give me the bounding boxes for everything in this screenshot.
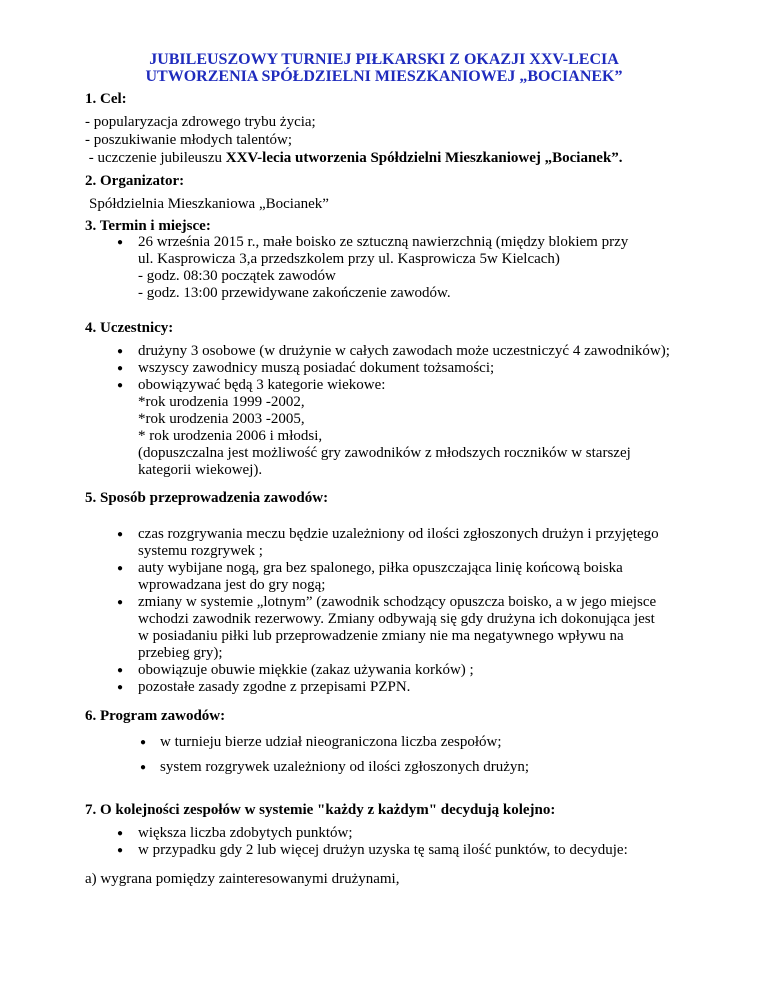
s5-line: systemu rozgrywek ; — [138, 543, 263, 559]
s5-line: obowiązuje obuwie miękkie (zakaz używania korków) ; — [138, 662, 474, 678]
s5-line: czas rozgrywania meczu będzie uzależniony od ilości zgłoszonych drużyn i przyjętego — [138, 526, 659, 542]
s5-line: wprowadzana jest do gry nogą; — [138, 577, 326, 593]
bullet-icon: ● — [117, 845, 124, 856]
document-title-line-2: UTWORZENIA SPÓŁDZIELNI MIESZKANIOWEJ „BOCIANEK” — [145, 68, 623, 85]
s7-item: większa liczba zdobytych punktów; — [138, 825, 353, 841]
bullet-icon: ● — [117, 597, 124, 608]
s3-line: - godz. 08:30 początek zawodów — [138, 268, 336, 284]
section-2-heading: 2. Organizator: — [85, 173, 185, 189]
s6-item: system rozgrywek uzależniony od ilości zgłoszonych drużyn; — [160, 759, 530, 775]
bullet-icon: ● — [140, 762, 147, 773]
document-title-line-1: JUBILEUSZOWY TURNIEJ PIŁKARSKI Z OKAZJI XXV-LECIA — [149, 51, 619, 68]
section-1-heading: 1. Cel: — [85, 91, 127, 107]
s3-line: ul. Kasprowicza 3,a przedszkolem przy ul. Kasprowicza 5w Kielcach) — [138, 251, 560, 267]
bullet-icon: ● — [117, 682, 124, 693]
section-5-heading: 5. Sposób przeprowadzenia zawodów: — [85, 490, 329, 506]
organizer-name: Spółdzielnia Mieszkaniowa „Bocianek” — [89, 196, 329, 212]
s4-line: *rok urodzenia 2003 -2005, — [138, 411, 305, 427]
s5-line: auty wybijane nogą, gra bez spalonego, piłka opuszczająca linię końcową boiska — [138, 560, 623, 576]
section-6-heading: 6. Program zawodów: — [85, 708, 226, 724]
bullet-icon: ● — [117, 237, 124, 248]
s7-sub-item: a) wygrana pomiędzy zainteresowanymi drużynami, — [85, 871, 400, 887]
s4-line: (dopuszczalna jest możliwość gry zawodników z młodszych roczników w starszej — [138, 445, 631, 461]
s6-item: w turnieju bierze udział nieograniczona liczba zespołów; — [160, 734, 502, 750]
s1-item-text: - uczczenie jubileuszu — [85, 150, 226, 166]
bullet-icon: ● — [117, 363, 124, 374]
bullet-icon: ● — [140, 737, 147, 748]
s1-bold-tail: XXV-lecia utworzenia Spółdzielni Mieszkaniowej „Bocianek”. — [225, 150, 623, 166]
s4-line: *rok urodzenia 1999 -2002, — [138, 394, 305, 410]
s5-line: pozostałe zasady zgodne z przepisami PZPN. — [138, 679, 411, 695]
s4-line: drużyny 3 osobowe (w drużynie w całych zawodach może uczestniczyć 4 zawodników); — [138, 343, 670, 359]
s5-line: w posiadaniu piłki lub przeprowadzenie zmiany nie ma negatywnego wpływu na — [138, 628, 624, 644]
s1-item: - popularyzacja zdrowego trybu życia; — [85, 114, 316, 130]
s5-line: przebieg gry); — [138, 645, 223, 661]
s4-line: wszyscy zawodnicy muszą posiadać dokument tożsamości; — [138, 360, 495, 376]
section-7-heading: 7. O kolejności zespołów w systemie "każdy z każdym" decydują kolejno: — [85, 802, 556, 818]
s5-line: zmiany w systemie „lotnym” (zawodnik schodzący opuszcza boisko, a w jego miejsce — [138, 594, 657, 610]
section-3-heading: 3. Termin i miejsce: — [85, 218, 211, 234]
bullet-icon: ● — [117, 380, 124, 391]
bullet-icon: ● — [117, 828, 124, 839]
s1-item: - poszukiwanie młodych talentów; — [85, 132, 293, 148]
s5-line: wchodzi zawodnik rezerwowy. Zmiany odbywają się gdy drużyna ich dokonująca jest — [138, 611, 655, 627]
s4-line: obowiązywać będą 3 kategorie wiekowe: — [138, 377, 386, 393]
s3-line: 26 września 2015 r., małe boisko ze sztuczną nawierzchnią (między blokiem przy — [138, 234, 629, 250]
s4-line: * rok urodzenia 2006 i młodsi, — [138, 428, 323, 444]
s1-item-3 — [85, 150, 623, 167]
s7-item: w przypadku gdy 2 lub więcej drużyn uzyska tę samą ilość punktów, to decyduje: — [138, 842, 628, 858]
s4-line: kategorii wiekowej). — [138, 462, 263, 478]
bullet-icon: ● — [117, 346, 124, 357]
section-4-heading: 4. Uczestnicy: — [85, 320, 174, 336]
bullet-icon: ● — [117, 529, 124, 540]
bullet-icon: ● — [117, 665, 124, 676]
bullet-icon: ● — [117, 563, 124, 574]
s3-line: - godz. 13:00 przewidywane zakończenie zawodów. — [138, 285, 451, 301]
